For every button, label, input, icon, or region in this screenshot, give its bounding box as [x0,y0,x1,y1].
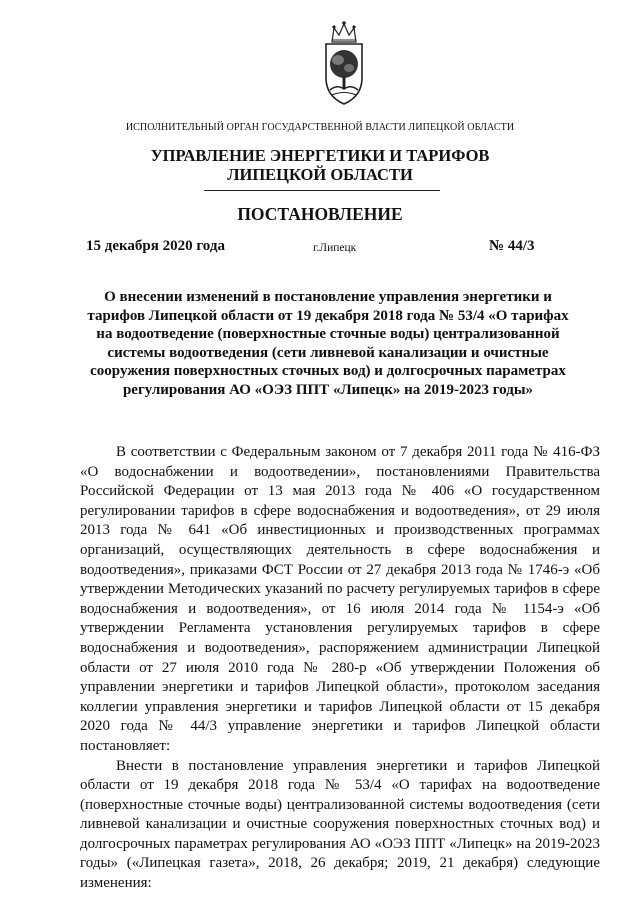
coat-of-arms-icon [318,20,370,106]
document-number: № 44/3 [489,238,535,254]
body-paragraph-1: В соответствии с Федеральным законом от 7 декабря 2011 года № 416-ФЗ «О водоснабжении и водоотведении», постановлениями Правительства Российской Федерации от 13 мая 2013 года № 406 «О государственном регулировании тарифов в сфере водоснабжения и водоотведения», от 29 июля 2013 года № 641 «Об инвестиционных и производственных программах организаций, осуществляющих деятельность в сфере водоснабжения и водоотведения», приказами ФСТ России от 27 декабря 2013 года № 1746-э «Об утверждении Методических указаний по расчету регулируемых тарифов в сфере водоснабжения и водоотведения», от 16 июля 2014 года № 1154-э «Об утверждении Регламента установления регулируемых тарифов в сфере водоснабжения и водоотведения», распоряжением администрации Липецкой области от 27 июля 2010 года № 280-р «Об утверждении Положения об управлении энергетики и тарифов Липецкой области», протоколом заседания коллегии управления энергетики и тарифов Липецкой области от 15 декабря 2020 года № 44/3 управление энергетики и тарифов Липецкой области постановляет: [80,444,600,754]
body-paragraph-2: Внести в постановление управления энергетики и тарифов Липецкой области от 19 декабря 2018 года № 53/4 «О тарифах на водоотведение (поверхностные сточные воды) централизованной системы водоотведения (сети ливневой канализации и очистные сооружения поверхностных сточных вод) и долгосрочных параметрах регулирования АО «ОЭЗ ППТ «Липецк» на 2019-2023 годы» («Липецкая газета», 2018, 26 декабря; 2019, 21 декабря) следующие изменения: [80,757,600,892]
department-name-line2: ЛИПЕЦКОЙ ОБЛАСТИ [227,165,413,184]
document-city: г.Липецк [313,242,357,254]
department-name [0,146,640,184]
department-name-line1: УПРАВЛЕНИЕ ЭНЕРГЕТИКИ И ТАРИФОВ [150,146,490,165]
header-divider [204,190,440,191]
document-type: ПОСТАНОВЛЕНИЕ [237,204,403,224]
document-title: О внесении изменений в постановление управления энергетики и тарифов Липецкой области от 19 декабря 2018 года № 53/4 «О тарифах на водоотведение (поверхностные сточные воды) централизованной системы водоотведения (сети ливневой канализации и очистные сооружения поверхностных сточных вод) и долгосрочных параметрах регулирования АО «ОЭЗ ППТ «Липецк» на 2019-2023 годы» [87,289,569,398]
issuing-authority: ИСПОЛНИТЕЛЬНЫЙ ОРГАН ГОСУДАРСТВЕННОЙ ВЛАСТИ ЛИПЕЦКОЙ ОБЛАСТИ [125,122,515,133]
document-body [80,443,600,894]
document-date: 15 декабря 2020 года [86,238,225,254]
